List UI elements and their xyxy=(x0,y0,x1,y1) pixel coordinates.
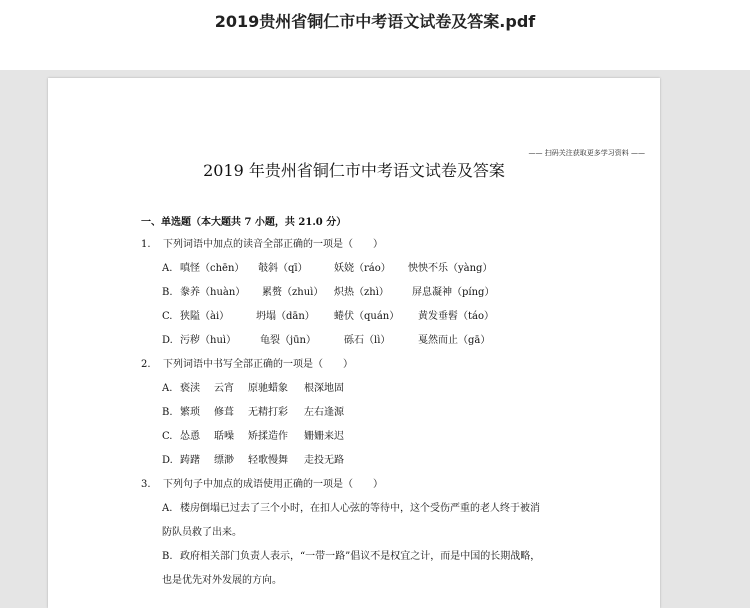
q2-option-d xyxy=(162,451,344,466)
scan-note: —— 扫码关注获取更多学习资料 —— xyxy=(528,149,645,157)
option-letter: B. xyxy=(162,407,173,418)
option-item: 污秽（huì） xyxy=(180,335,237,346)
option-item: 妖娆（ráo） xyxy=(334,263,391,274)
q1-option-b xyxy=(162,283,494,298)
option-letter: D. xyxy=(162,455,173,466)
option-item: 根深地固 xyxy=(304,383,344,394)
option-text: 也是优先对外发展的方向。 xyxy=(162,575,282,586)
option-letter: B. xyxy=(162,287,173,298)
question-stem: 下列词语中书写全部正确的一项是（ ） xyxy=(163,359,353,370)
q2-option-b xyxy=(162,403,344,418)
option-item: 戛然而止（gā） xyxy=(418,335,491,346)
document-title: 2019 年贵州省铜仁市中考语文试卷及答案 xyxy=(203,161,505,180)
option-item: 云宵 xyxy=(214,383,234,394)
question-number: 2. xyxy=(141,359,151,370)
question-number: 3. xyxy=(141,479,151,490)
question-number: 1. xyxy=(141,239,151,250)
option-letter: B. xyxy=(162,551,173,562)
option-item: 姗姗来迟 xyxy=(304,431,344,442)
option-item: 豢养（huàn） xyxy=(180,287,246,298)
question-stem: 下列句子中加点的成语使用正确的一项是（ ） xyxy=(163,479,383,490)
option-item: 怂恿 xyxy=(180,431,200,442)
option-item: 狭隘（ài） xyxy=(180,311,230,322)
option-letter: C. xyxy=(162,311,173,322)
option-item: 轻歌慢舞 xyxy=(248,455,288,466)
option-text: 政府相关部门负责人表示，“一带一路”倡议不是权宜之计，而是中国的长期战略， xyxy=(180,551,541,562)
option-item: 龟裂（jūn） xyxy=(260,335,316,346)
option-item: 缥渺 xyxy=(214,455,234,466)
option-item: 原驰蜡象 xyxy=(248,383,288,394)
q2-option-c xyxy=(162,427,344,442)
option-item: 黄发垂髫（táo） xyxy=(418,311,495,322)
section-heading: 一、单选题（本大题共 7 小题，共 21.0 分） xyxy=(141,217,347,228)
option-item: 踌躇 xyxy=(180,455,200,466)
option-letter: D. xyxy=(162,335,173,346)
option-item: 左右逢源 xyxy=(304,407,344,418)
file-title: 2019贵州省铜仁市中考语文试卷及答案.pdf xyxy=(214,12,536,31)
option-item: 炽热（zhì） xyxy=(334,287,389,298)
question-stem: 下列词语中加点的读音全部正确的一项是（ ） xyxy=(163,239,383,250)
option-item: 聒噪 xyxy=(214,431,234,442)
option-item: 累赘（zhuì） xyxy=(262,287,324,298)
option-letter: A. xyxy=(162,263,173,274)
option-item: 修葺 xyxy=(214,407,234,418)
option-item: 无精打彩 xyxy=(248,407,288,418)
q3-option-a-line2 xyxy=(162,523,582,538)
option-item: 砾石（lì） xyxy=(344,335,391,346)
option-letter: A. xyxy=(162,383,173,394)
viewer-header xyxy=(0,0,750,70)
q1-option-d xyxy=(162,331,490,346)
option-text: 防队员救了出来。 xyxy=(162,527,242,538)
question-1 xyxy=(141,235,383,250)
question-2 xyxy=(141,355,353,370)
question-3 xyxy=(141,475,383,490)
option-item: 屏息凝神（píng） xyxy=(412,287,495,298)
option-item: 嗔怪（chēn） xyxy=(180,263,245,274)
option-item: 坍塌（dān） xyxy=(256,311,315,322)
option-item: 蜷伏（quán） xyxy=(334,311,400,322)
q3-option-b-line1 xyxy=(162,547,582,562)
q1-option-c xyxy=(162,307,494,322)
option-item: 攲斜（qī） xyxy=(258,263,308,274)
q2-option-a xyxy=(162,379,344,394)
q3-option-b-line2 xyxy=(162,571,582,586)
option-item: 走投无路 xyxy=(304,455,344,466)
pdf-page xyxy=(48,78,660,608)
q3-option-a-line1 xyxy=(162,499,582,514)
option-item: 亵渎 xyxy=(180,383,200,394)
q1-option-a xyxy=(162,259,492,274)
option-letter: C. xyxy=(162,431,173,442)
option-letter: A. xyxy=(162,503,173,514)
option-item: 怏怏不乐（yàng） xyxy=(408,263,493,274)
option-item: 矫揉造作 xyxy=(248,431,288,442)
option-item: 繁琐 xyxy=(180,407,200,418)
option-text: 楼房倒塌已过去了三个小时，在扣人心弦的等待中，这个受伤严重的老人终于被消 xyxy=(180,503,540,514)
